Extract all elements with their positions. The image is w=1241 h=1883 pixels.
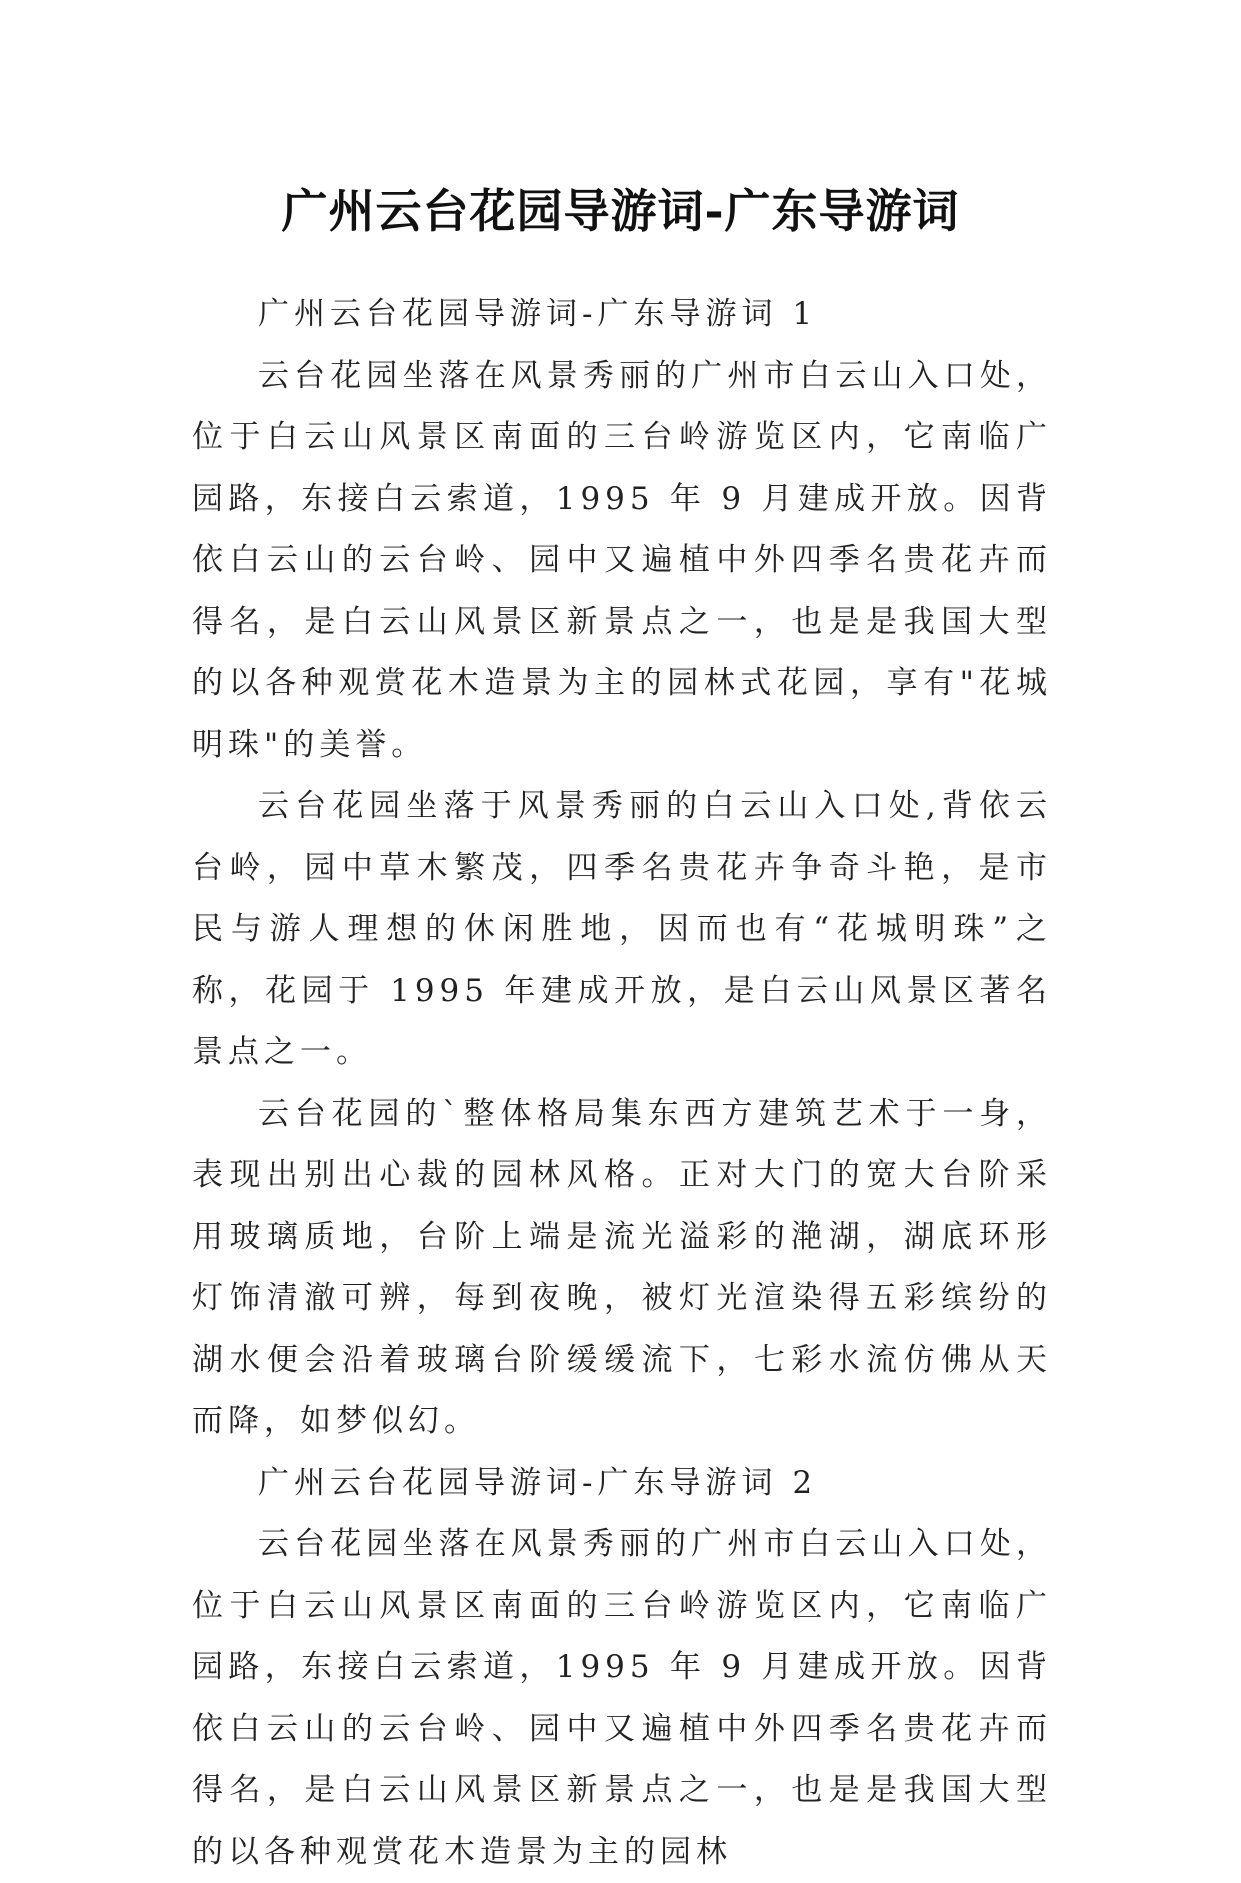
section-heading-2: 广州云台花园导游词-广东导游词 2 [258,1464,818,1501]
document-title: 广州云台花园导游词-广东导游词 [281,183,960,238]
paragraph: 云台花园坐落在风景秀丽的广州市白云山入口处，位于白云山风景区南面的三台岭游览区内，它南临广园路，东接白云索道，1995 年 9 月建成开放。因背依白云山的云台岭、园中又遍植中外四季名贵花卉而得名，是白云山风景区新景点之一，也是是我国大型的以各种观赏花木造景为主的园林式花园，享有"花城明珠"的美誉。 [192,357,1052,763]
document-body [192,284,1052,1883]
paragraph: 云台花园坐落在风景秀丽的广州市白云山入口处，位于白云山风景区南面的三台岭游览区内，它南临广园路，东接白云索道，1995 年 9 月建成开放。因背依白云山的云台岭、园中又遍植中外四季名贵花卉而得名，是白云山风景区新景点之一，也是是我国大型的以各种观赏花木造景为主的园林 [192,1526,1052,1870]
paragraph: 云台花园坐落于风景秀丽的白云山入口处,背依云台岭，园中草木繁茂，四季名贵花卉争奇斗艳，是市民与游人理想的休闲胜地，因而也有“花城明珠”之称，花园于 1995 年建成开放，是白云山风景区著名景点之一。 [192,788,1052,1070]
paragraph: 云台花园的`整体格局集东西方建筑艺术于一身，表现出别出心裁的园林风格。正对大门的宽大台阶采用玻璃质地，台阶上端是流光溢彩的滟湖，湖底环形灯饰清澈可辨，每到夜晚，被灯光渲染得五彩缤纷的湖水便会沿着玻璃台阶缓缓流下，七彩水流仿佛从天而降，如梦似幻。 [192,1095,1052,1439]
section-heading-1: 广州云台花园导游词-广东导游词 1 [258,296,818,332]
